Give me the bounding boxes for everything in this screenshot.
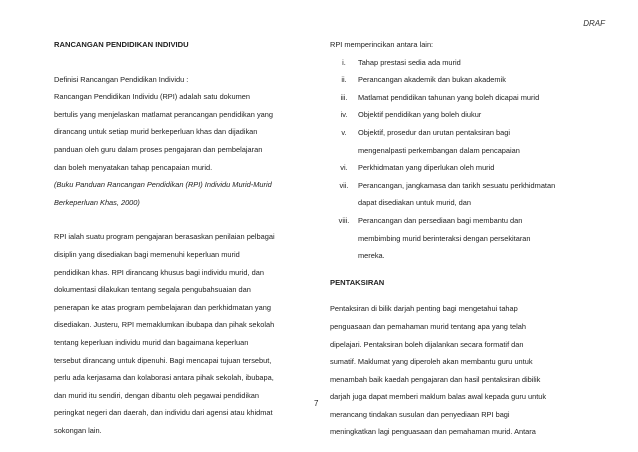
paragraph-line: sumatif. Maklumat yang diperoleh akan membantu guru untuk	[330, 357, 533, 367]
citation	[54, 176, 305, 211]
paragraph-line: perlu ada kerjasama dan kolaborasi antara pihak sekolah, ibubapa,	[54, 373, 274, 383]
paragraph-line: peringkat negeri dan daerah, dan individu dari agensi atau khidmat	[54, 408, 273, 418]
paragraph-line: dokumentasi dilakukan tentang segala pengubahsuaian dan	[54, 285, 251, 295]
paragraph-line: dan murid itu sendiri, dengan dibantu oleh pegawai pendidikan	[54, 390, 260, 400]
paragraph-line: dan boleh menyatakan tahap pencapaian murid.	[54, 162, 213, 172]
list-item-text: Matlamat pendidikan tahunan yang boleh dicapai murid	[358, 92, 540, 102]
list-item	[330, 71, 588, 89]
list-item-text: Objektif pendidikan yang boleh diukur	[358, 110, 482, 120]
list-item-text: membimbing murid berinteraksi dengan persekitaran	[358, 233, 531, 243]
list-item-text: Perancangan, jangkamasa dan tarikh sesuatu perkhidmatan	[358, 180, 556, 190]
section-title: PENTAKSIRAN	[330, 277, 385, 287]
list-item-number: i.	[342, 57, 346, 67]
paragraph-line: dipelajari. Pentaksiran boleh dijalankan secara formatif dan	[330, 339, 524, 349]
paragraph-line: RPI ialah suatu program pengajaran berasaskan penilaian pelbagai	[54, 232, 275, 242]
list-item-text: Perancangan dan persediaan bagi membantu dan	[358, 215, 523, 225]
page-title: RANCANGAN PENDIDIKAN INDIVIDU	[54, 40, 189, 49]
list-item	[330, 89, 588, 107]
list-item-text: Objektif, prosedur dan urutan pentaksiran bagi	[358, 127, 511, 137]
list-item-text: Perancangan akademik dan bukan akademik	[358, 75, 506, 85]
list-item-number: iii.	[340, 92, 348, 102]
paragraph-line: penerapan ke atas program pembelajaran dan perkhidmatan yang	[54, 302, 271, 312]
list-item-text: Tahap prestasi sedia ada murid	[358, 57, 461, 67]
paragraph-line: Rancangan Pendidikan Individu (RPI) adalah satu dokumen	[54, 92, 250, 102]
paragraph-line: panduan oleh guru dalam proses pengajaran dan pembelajaran	[54, 144, 263, 154]
list-item	[330, 54, 588, 72]
right-column	[330, 36, 588, 441]
citation-line: Berkeperluan Khas, 2000)	[54, 197, 140, 207]
paragraph-line: dirancang untuk setiap murid berkeperluan khas dan dijadikan	[54, 127, 258, 137]
draft-label: DRAF	[583, 19, 605, 28]
paragraph-line: disediakan. Justeru, RPI memaklumkan ibubapa dan pihak sekolah	[54, 320, 275, 330]
paragraph-line: pendidikan khas. RPI dirancang khusus bagi individu murid, dan	[54, 267, 264, 277]
page-number: 7	[314, 399, 319, 408]
list-item	[330, 177, 588, 212]
citation-line: (Buku Panduan Rancangan Pendidikan (RPI) Individu Murid-Murid	[54, 180, 272, 190]
list-item-text: mengenalpasti perkembangan dalam pencapaian	[358, 145, 520, 155]
paragraph-line: disiplin yang disediakan bagi memenuhi keperluan murid	[54, 249, 240, 259]
list-item-number: v.	[341, 127, 347, 137]
paragraph-line: tersebut dirancang untuk dipenuhi. Bagi mencapai tujuan tersebut,	[54, 355, 272, 365]
list-item-number: vii.	[339, 180, 349, 190]
paragraph-line: darjah juga dapat memberi maklum balas awal kepada guru untuk	[330, 392, 547, 402]
list-item-text: dapat disediakan untuk murid, dan	[358, 198, 471, 208]
list-item	[330, 159, 588, 177]
list-item	[330, 124, 588, 159]
details-list	[330, 54, 588, 265]
list-item-text: mereka.	[358, 251, 385, 261]
body-paragraph	[54, 228, 305, 439]
paragraph-line: menambah baik kaedah pengajaran dan hasil pentaksiran dibilik	[330, 374, 541, 384]
list-item	[330, 106, 588, 124]
list-item-number: viii.	[338, 215, 350, 225]
section-paragraph	[330, 300, 588, 441]
definition-paragraph	[54, 88, 305, 176]
paragraph-line: bertulis yang menjelaskan matlamat perancangan pendidikan yang	[54, 109, 273, 119]
paragraph-line: merancang tindakan susulan dan penyediaan RPI bagi	[330, 409, 510, 419]
list-intro: RPI memperincikan antara lain:	[330, 40, 434, 49]
paragraph-line: Pentaksiran di bilik darjah penting bagi mengetahui tahap	[330, 304, 518, 314]
paragraph-line: meningkatkan lagi penguasaan dan pemahaman murid. Antara	[330, 427, 536, 437]
paragraph-line: sokongan lain.	[54, 425, 102, 435]
list-item	[330, 212, 588, 265]
left-column	[54, 36, 305, 439]
list-item-number: vi.	[340, 163, 348, 173]
list-item-number: ii.	[341, 75, 347, 85]
definition-label: Definisi Rancangan Pendidikan Individu :	[54, 74, 189, 84]
paragraph-line: tentang keperluan individu murid dan bagaimana keperluan	[54, 337, 249, 347]
paragraph-line: penguasaan dan pemahaman murid tentang apa yang telah	[330, 321, 526, 331]
list-item-text: Perkhidmatan yang diperlukan oleh murid	[358, 163, 495, 173]
list-item-number: iv.	[340, 110, 348, 120]
